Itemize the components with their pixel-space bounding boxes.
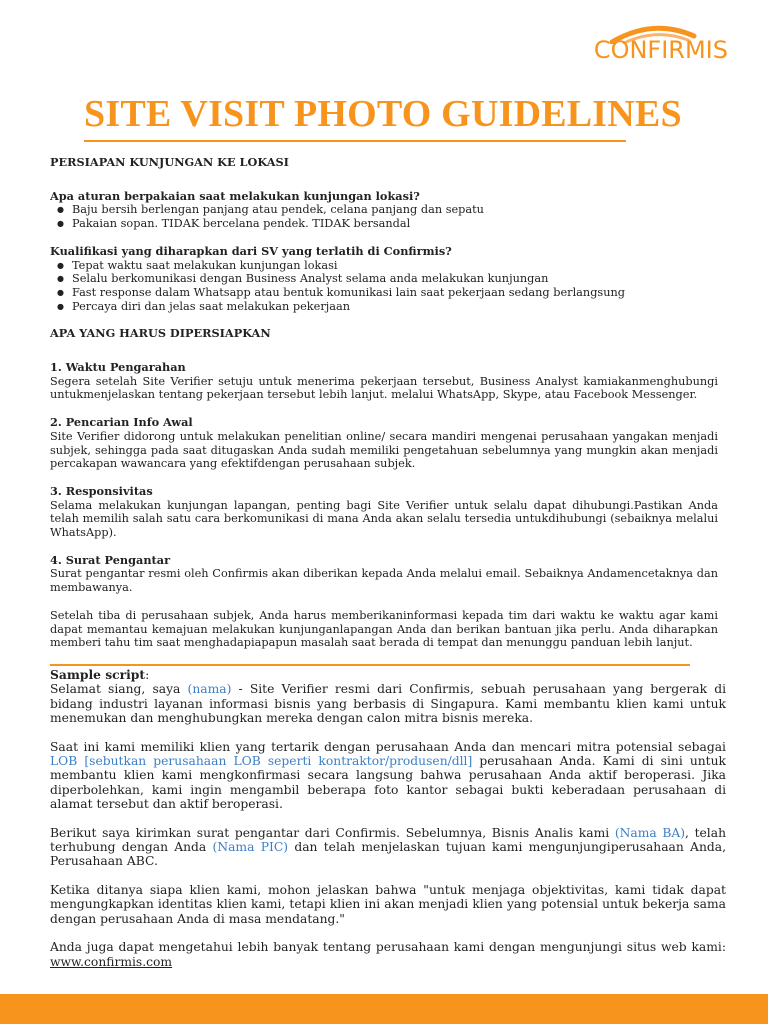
list-item: ● Selalu berkomunikasi dengan Business Analyst selama anda melakukan kunjungan [72, 272, 718, 286]
guidelines-body [50, 156, 718, 650]
placeholder-lob: LOB [sebutkan perusahaan LOB seperti kontraktor/produsen/dll] [50, 754, 473, 769]
footer-bar [0, 994, 768, 1024]
placeholder-ba-name: (Nama BA) [614, 825, 686, 840]
subheading-briefing: 1. Waktu Pengarahan [50, 360, 186, 375]
list-item: ● Baju bersih berlengan panjang atau pendek, celana panjang dan sepatu [72, 203, 718, 217]
brand-logo [570, 24, 728, 70]
qualifications-list [50, 259, 718, 314]
script-paragraph-website: Anda juga dapat mengetahui lebih banyak tentang perusahaan kami dengan mengunjungi situs web kami: www.confirmis.com [50, 940, 726, 969]
section-heading-preparation: PERSIAPAN KUNJUNGAN KE LOKASI [50, 155, 289, 169]
paragraph-on-arrival: Setelah tiba di perusahaan subjek, Anda harus memberikaninformasi kepada tim dari waktu ke waktu agar kami dapat memantau kemajuan melakukan kunjunganlapangan Anda dan berikan bantuan jika perlu. Anda diharapkan memberi tahu tim saat menghadapiapapun masalah saat berada di tempat dan menunggu panduan lebih lanjut. [50, 608, 718, 650]
script-divider [50, 664, 690, 666]
script-paragraph-intro: Selamat siang, saya (nama) - Site Verifier resmi dari Confirmis, sebuah perusahaan yang bergerak di bidang industri layanan informasi bisnis yang berbasis di Singapura. Kami membantu klien kami untuk menemukan dan menghubungkan mereka dengan calon mitra bisnis mereka. [50, 682, 726, 726]
page-title: SITE VISIT PHOTO GUIDELINES [84, 93, 682, 135]
placeholder-pic-name: (Nama PIC) [212, 840, 289, 855]
paragraph-cover-letter: Surat pengantar resmi oleh Confirmis akan diberikan kepada Anda melalui email. Sebaiknya Andamencetaknya dan membawanya. [50, 567, 718, 595]
website-link[interactable]: www.confirmis.com [50, 954, 173, 969]
list-item: ● Percaya diri dan jelas saat melakukan pekerjaan [72, 300, 718, 314]
script-paragraph-letter: Berikut saya kirimkan surat pengantar dari Confirmis. Sebelumnya, Bisnis Analis kami (Nama BA), telah terhubung dengan Anda (Nama PIC) dan telah menjelaskan tujuan kami mengunjungiperusahaan Anda, Perusahaan ABC. [50, 825, 726, 869]
placeholder-name: (nama) [187, 682, 232, 697]
question-qualifications: Kualifikasi yang diharapkan dari SV yang terlatih di Confirmis? [50, 243, 452, 258]
list-item: ● Fast response dalam Whatsapp atau bentuk komunikasi lain saat pekerjaan sedang berlangsung [72, 286, 718, 300]
question-dress-code: Apa aturan berpakaian saat melakukan kunjungan lokasi? [50, 188, 420, 203]
subheading-responsiveness: 3. Responsivitas [50, 483, 153, 498]
paragraph-research: Site Verifier didorong untuk melakukan penelitian online/ secara mandiri mengenai perusahaan yangakan menjadi subjek, sehingga pada saat ditugaskan Anda sudah memiliki pengetahuan sebelumnya yang mungkin akan menjadi percakapan wawancara yang efektifdengan perusahaan subjek. [50, 429, 718, 471]
list-item: ● Tepat waktu saat melakukan kunjungan lokasi [72, 259, 718, 273]
dress-code-list [50, 203, 718, 230]
script-paragraph-purpose: Saat ini kami memiliki klien yang tertarik dengan perusahaan Anda dan mencari mitra potensial sebagai LOB [sebutkan perusahaan LOB seperti kontraktor/produsen/dll] perusahaan Anda. Kami di sini untuk membantu klien kami mengkonfirmasi secara langsung bahwa perusahaan Anda aktif beroperasi. Jika diperbolehkan, kami ingin mengambil beberapa foto kantor sebagai bukti keberadaan perusahaan di alamat tersebut dan aktif beroperasi. [50, 739, 726, 812]
script-label: Sample script: [50, 667, 150, 682]
subheading-cover-letter: 4. Surat Pengantar [50, 552, 171, 567]
paragraph-briefing: Segera setelah Site Verifier setuju untuk menerima pekerjaan tersebut, Business Analyst kamiakanmenghubungi untukmenjelaskan tentang pekerjaan tersebut lebih lanjut. melalui WhatsApp, Skype, atau Facebook Messenger. [50, 374, 718, 402]
script-paragraph-client: Ketika ditanya siapa klien kami, mohon jelaskan bahwa "untuk menjaga objektivitas, kami tidak dapat mengungkapkan identitas klien kami, tetapi klien ini akan menjadi klien yang potensial untuk bekerja sama dengan perusahaan Anda di masa mendatang." [50, 882, 726, 926]
logo-text: CONFIRMIS [593, 36, 728, 64]
section-heading-prepare: APA YANG HARUS DIPERSIAPKAN [50, 326, 271, 341]
subheading-research: 2. Pencarian Info Awal [50, 415, 193, 430]
list-item: ● Pakaian sopan. TIDAK bercelana pendek. TIDAK bersandal [72, 217, 718, 231]
sample-script [50, 668, 726, 969]
paragraph-responsiveness: Selama melakukan kunjungan lapangan, penting bagi Site Verifier untuk selalu dapat dihubungi.Pastikan Anda telah memilih salah satu cara berkomunikasi di mana Anda akan selalu tersedia untukdihubungi (sebaiknya melalui WhatsApp). [50, 498, 718, 540]
title-divider [84, 140, 626, 142]
